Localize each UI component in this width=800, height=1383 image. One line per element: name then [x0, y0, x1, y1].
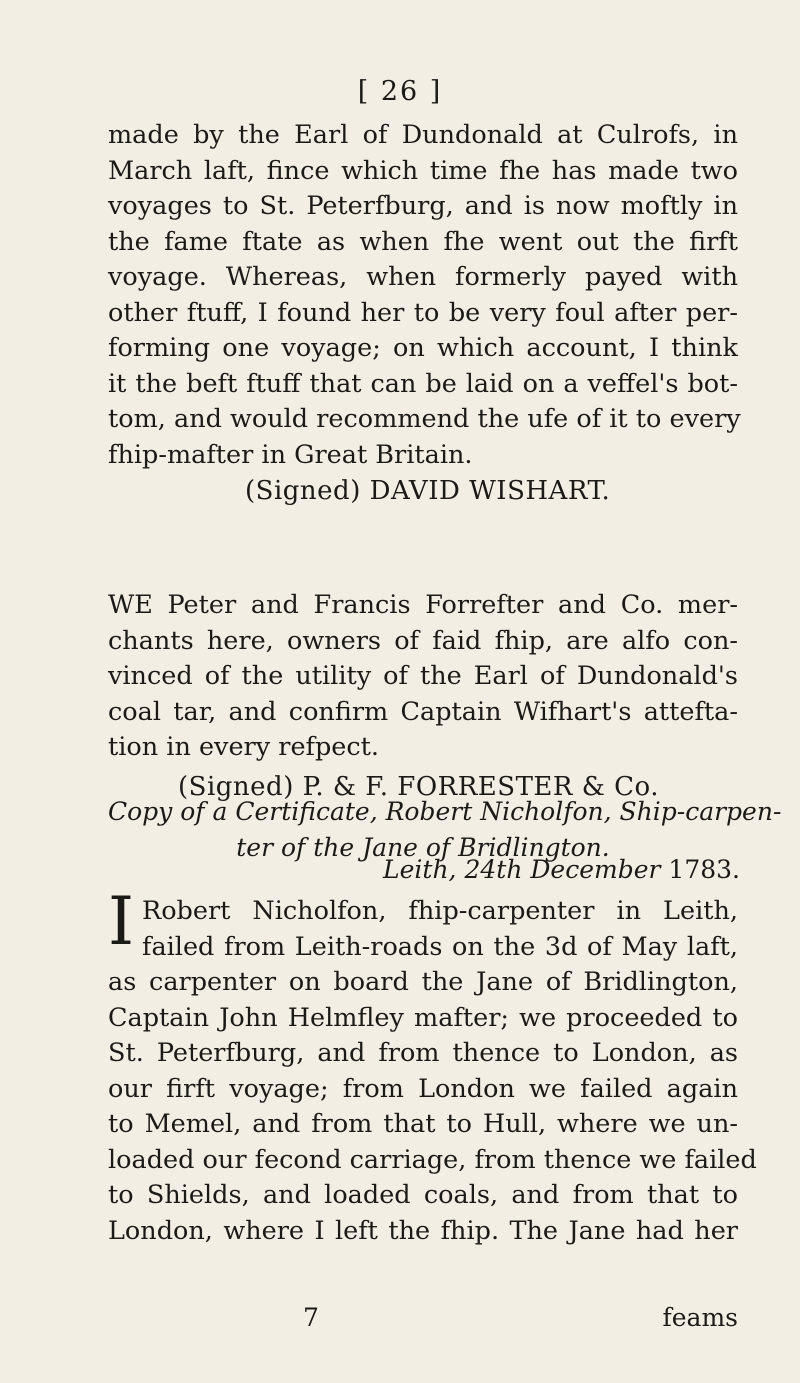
text-line: to Memel, and from that to Hull, where we un-	[108, 1109, 738, 1139]
signature-mark: 7	[303, 1303, 319, 1332]
paragraph-forrester-confirmation	[108, 588, 738, 766]
page-number: [ 26 ]	[357, 76, 443, 107]
text-line: voyages to St. Peterfburg, and is now moftly in	[108, 191, 738, 221]
text-line: made by the Earl of Dundonald at Culrofs, in	[108, 120, 738, 150]
catchword: feams	[662, 1303, 738, 1332]
page-footer	[108, 1303, 738, 1339]
text-line: voyage. Whereas, when formerly payed with	[108, 262, 738, 292]
text-line: WE Peter and Francis Forrefter and Co. mer-	[108, 590, 738, 620]
signed-text: (Signed) P. & F. FORRESTER & Co.	[178, 772, 660, 802]
text-line: it the beft ftuff that can be laid on a veffel's bot-	[108, 368, 738, 399]
text-line: tion in every refpect.	[108, 732, 380, 762]
text-line: failed from Leith-roads on the 3d of May laft,	[142, 931, 738, 962]
text-line: Robert Nicholfon, fhip-carpenter in Leith,	[142, 896, 738, 926]
text-line: fhip-mafter in Great Britain.	[108, 439, 473, 470]
text-line: March laft, fince which time fhe has made two	[108, 155, 738, 186]
text-line: as carpenter on board the Jane of Bridlington,	[108, 967, 738, 997]
text-line: St. Peterfburg, and from thence to London, as	[108, 1038, 738, 1068]
text-line: forming one voyage; on which account, I think	[108, 333, 738, 363]
dateline	[383, 855, 740, 884]
text-line: loaded our fecond carriage, from thence we failed	[108, 1144, 757, 1175]
text-line: vinced of the utility of the Earl of Dundonald's	[108, 661, 738, 691]
text-line: our firft voyage; from London we failed again	[108, 1073, 738, 1104]
text-line: other ftuff, I found her to be very foul after per-	[108, 297, 738, 328]
text-line: Copy of a Certificate, Robert Nicholfon, Ship-carpen-	[108, 797, 782, 826]
drop-cap: I	[108, 883, 135, 960]
text-line: Captain John Helmfley mafter; we proceeded to	[108, 1002, 738, 1033]
paragraph-wishart-testimony	[108, 118, 741, 473]
text-line: London, where I left the fhip. The Jane had her	[108, 1215, 738, 1246]
text-line: to Shields, and loaded coals, and from that to	[108, 1180, 738, 1210]
signature-david-wishart	[245, 476, 610, 506]
paragraph-nicholson-certificate	[108, 894, 757, 1249]
dateline-year: 1783.	[668, 855, 740, 884]
signed-text: (Signed) DAVID WISHART.	[245, 476, 611, 506]
text-line: coal tar, and confirm Captain Wifhart's attefta-	[108, 696, 738, 727]
dateline-place: Leith,	[383, 855, 457, 884]
text-line: tom, and would recommend the ufe of it to every	[108, 404, 741, 434]
text-line: the fame ftate as when fhe went out the firft	[108, 226, 738, 257]
text-line: chants here, owners of faid fhip, are alfo con-	[108, 625, 738, 656]
dateline-day: 24th December	[464, 855, 661, 884]
text-line: ter of the Jane of Bridlington.	[236, 833, 610, 862]
